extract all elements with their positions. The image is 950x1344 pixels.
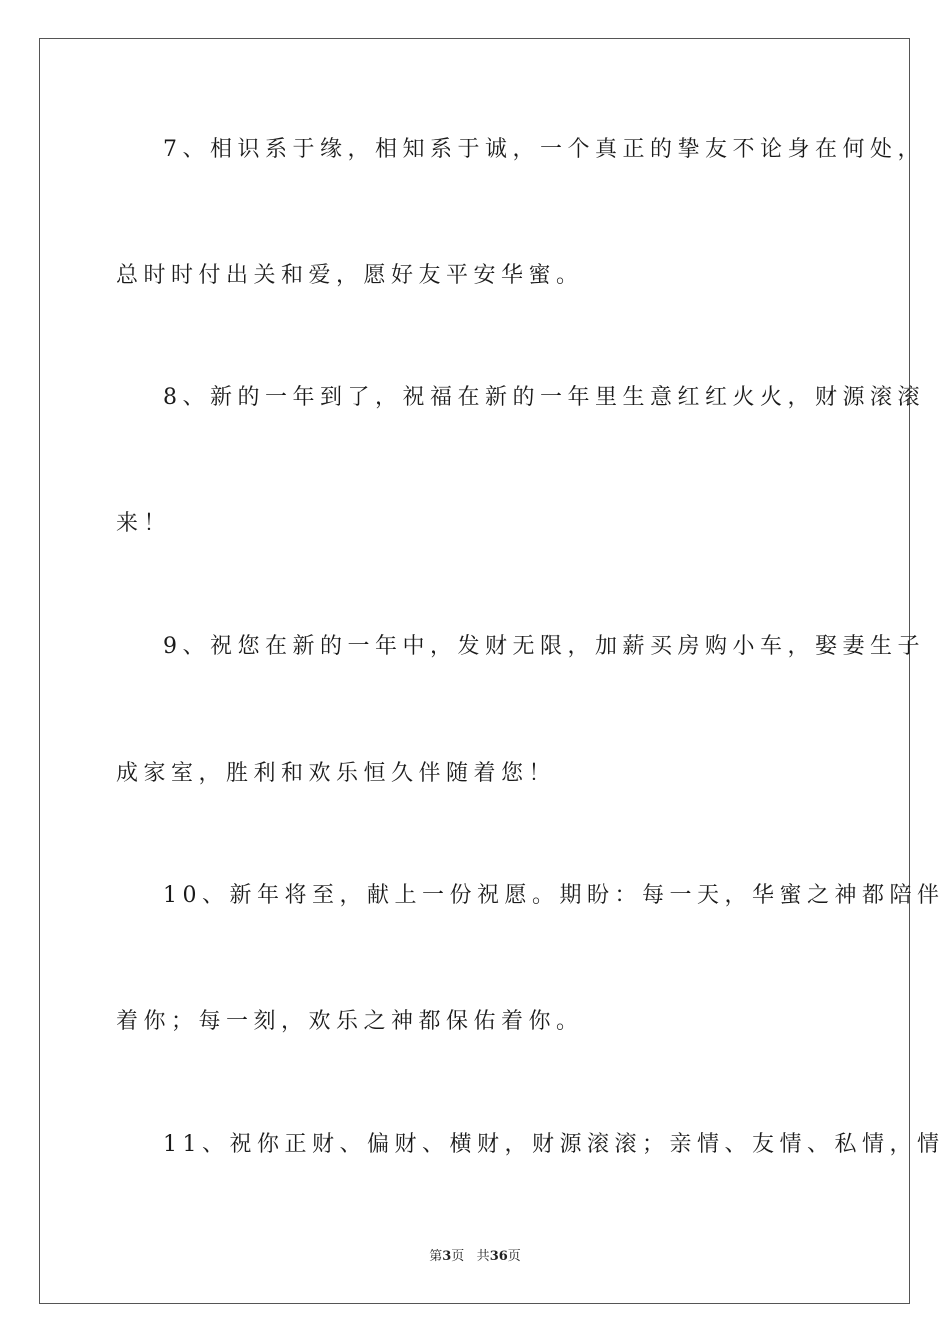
paragraph-11-line-1: 11、祝你正财、偏财、横财，财源滚滚；亲情、友情、私情，情	[163, 1132, 945, 1157]
paragraph-9-line-2: 成家室，胜利和欢乐恒久伴随着您！	[116, 761, 557, 786]
paragraph-7-line-2: 总时时付出关和爱，愿好友平安华蜜。	[116, 263, 584, 288]
footer-page-prefix: 第	[429, 1249, 443, 1264]
paragraph-8-line-2: 来！	[116, 511, 172, 536]
footer-page-number: 3	[442, 1249, 452, 1264]
footer-total-suffix: 页	[507, 1249, 521, 1264]
footer-total-prefix: 共	[476, 1249, 490, 1264]
footer-total-pages: 36	[489, 1249, 508, 1264]
paragraph-10-line-2: 着你；每一刻，欢乐之神都保佑着你。	[116, 1009, 584, 1034]
page-footer	[0, 1249, 950, 1265]
paragraph-8-line-1: 8、新的一年到了，祝福在新的一年里生意红红火火，财源滚滚	[163, 385, 925, 410]
page-frame	[39, 38, 945, 1304]
paragraph-10-line-1: 10、新年将至，献上一份祝愿。期盼：每一天，华蜜之神都陪伴	[163, 883, 945, 908]
footer-page-suffix: 页	[451, 1249, 465, 1264]
paragraph-7-line-1: 7、相识系于缘，相知系于诚，一个真正的挚友不论身在何处，	[163, 137, 925, 162]
paragraph-9-line-1: 9、祝您在新的一年中，发财无限，加薪买房购小车，娶妻生子	[163, 634, 925, 659]
